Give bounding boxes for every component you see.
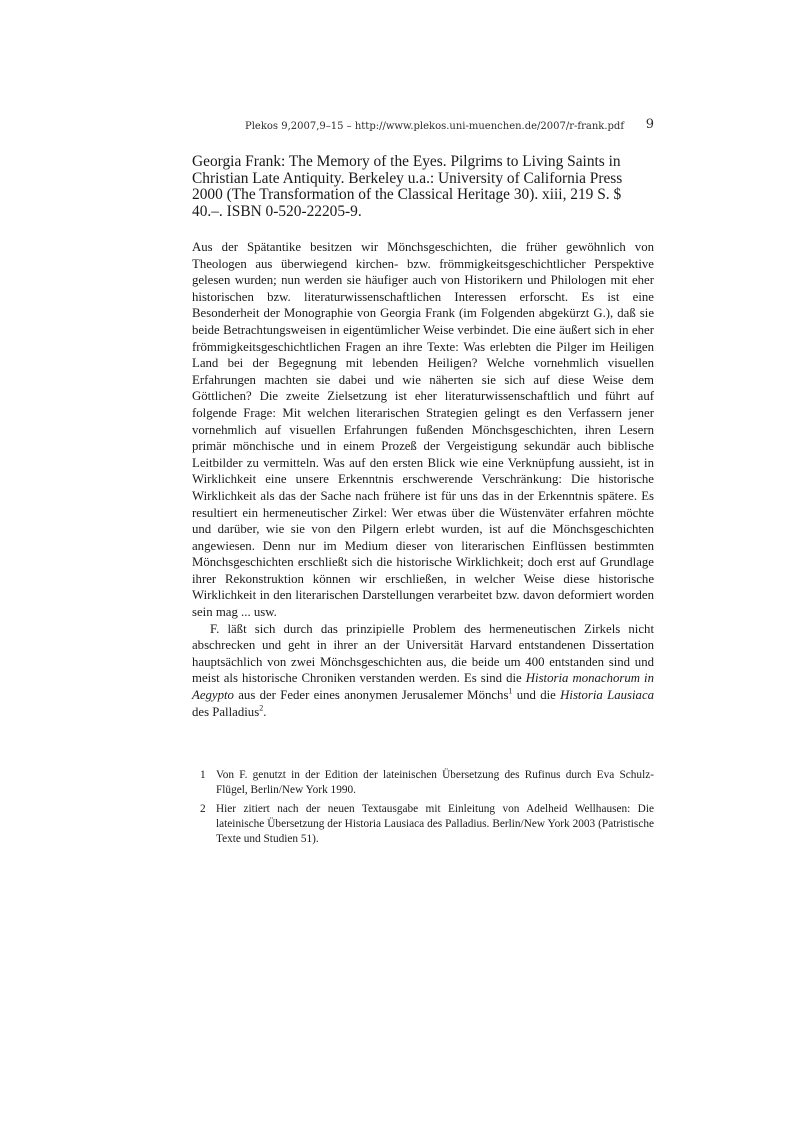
footnote-reference-1[interactable]: 1	[508, 686, 513, 696]
footnote-text: Hier zitiert nach der neuen Textausgabe mit Einleitung von Adelheid Wellhausen: Die lateinische Übersetzung der Historia Lausiaca des Palladius. Berlin/New York 2003 (Patristische Texte und Studien 51).	[216, 802, 654, 845]
body-paragraph-2	[192, 621, 654, 721]
footnote-number: 2	[200, 802, 206, 815]
paragraph-2-text-d: des Palladius	[192, 704, 260, 719]
paragraph-2-text-a: F. läßt sich durch das prinzipielle Problem des hermeneutischen Zirkels nicht abschrecken und geht in ihrer an der Universität Harvard entstandenen Dissertation hauptsächlich von zwei Mönchsgeschichten aus, die beide um 400 entstanden sind und meist als historische Chroniken verstanden werden. Es sind die	[192, 621, 654, 686]
footnotes	[192, 768, 654, 851]
footnote-reference-2[interactable]: 2	[259, 703, 264, 713]
footnote-text: Von F. genutzt in der Edition der lateinischen Übersetzung des Rufinus durch Eva Schulz-Flügel, Berlin/New York 1990.	[216, 769, 654, 796]
footnote-item	[192, 802, 654, 847]
paragraph-2-text-c: und die	[516, 688, 556, 703]
page-number: 9	[645, 117, 654, 132]
footnote-item	[192, 768, 654, 798]
body-paragraph-1: Aus der Spätantike besitzen wir Mönchsgeschichten, die früher gewöhnlich von Theologen aus überwiegend kirchen- bzw. frömmigkeitsgeschichtlicher Perspektive gelesen wurden; nun werden sie häufiger auch von Historikern und Philologen mit eher historischen bzw. literaturwissenschaftlichen Interessen erforscht. Es ist eine Besonderheit der Monographie von Georgia Frank (im Folgenden abgekürzt G.), daß sie beide Betrachtungsweisen in eigentümlicher Weise verbindet. Die eine äußert sich in eher frömmigkeitsgeschichtlichen Fragen an ihre Texte: Was erlebten die Pilger im Heiligen Land bei der Begegnung mit lebenden Heiligen? Welche vornehmlich visuellen Erfahrungen machten sie dabei und wie näherten sie sich auf diese Weise dem Göttlichen? Die zweite Zielsetzung ist eher literaturwissenschaftlich und führt auf folgende Frage: Mit welchen literarischen Strategien gelingt es den Verfassern jener vornehmlich auf visuellen Erfahrungen fußenden Mönchsgeschichten, ihren Lesern primär mönchische und in einem Prozeß der Vergeistigung sekundär auch biblische Leitbilder zu vermitteln. Was auf den ersten Blick wie eine Verknüpfung aussieht, ist in Wirklichkeit eine unsere Erkenntnis erschwerende Verschränkung: Die historische Wirklichkeit als das der Sache nach frühere ist für uns das in der Erkenntnis spätere. Es resultiert ein hermeneutischer Zirkel: Wer etwas über die Wüstenväter erfahren möchte und darüber, wie sie von den Pilgern erlebt wurden, ist auf die Mönchsgeschichten angewiesen. Denn nur im Medium dieser von literarischen Einflüssen bestimmten Mönchsgeschichten erschließt sich die historische Wirklichkeit; doch erst auf Grundlage ihrer Rekonstruktion können wir erschließen, in welcher Weise diese historische Wirklichkeit in den literarischen Darstellungen verarbeitet bzw. davon deformiert worden sein mag ... usw.	[192, 240, 654, 620]
paragraph-2-text-b: aus der Feder eines anonymen Jerusalemer Mönchs	[238, 688, 509, 703]
paragraph-2-end: .	[263, 704, 267, 719]
review-body	[192, 239, 654, 720]
title-historia-lausiaca: Historia Lausiaca	[560, 688, 655, 703]
footnote-number: 1	[200, 769, 206, 781]
review-title: Georgia Frank: The Memory of the Eyes. Pilgrims to Living Saints in Christian Late Antiquity. Berkeley u.a.: University of California Press 2000 (The Transformation of the Classical Heritage 30). xiii, 219 S. $ 40.–. ISBN 0-520-22205-9.	[192, 153, 623, 220]
running-head-citation: Plekos 9,2007,9–15 – http://www.plekos.uni-muenchen.de/2007/r-frank.pdf	[245, 121, 625, 132]
title-historia-monachorum: Historia monachorum in Aegypto	[192, 671, 654, 703]
